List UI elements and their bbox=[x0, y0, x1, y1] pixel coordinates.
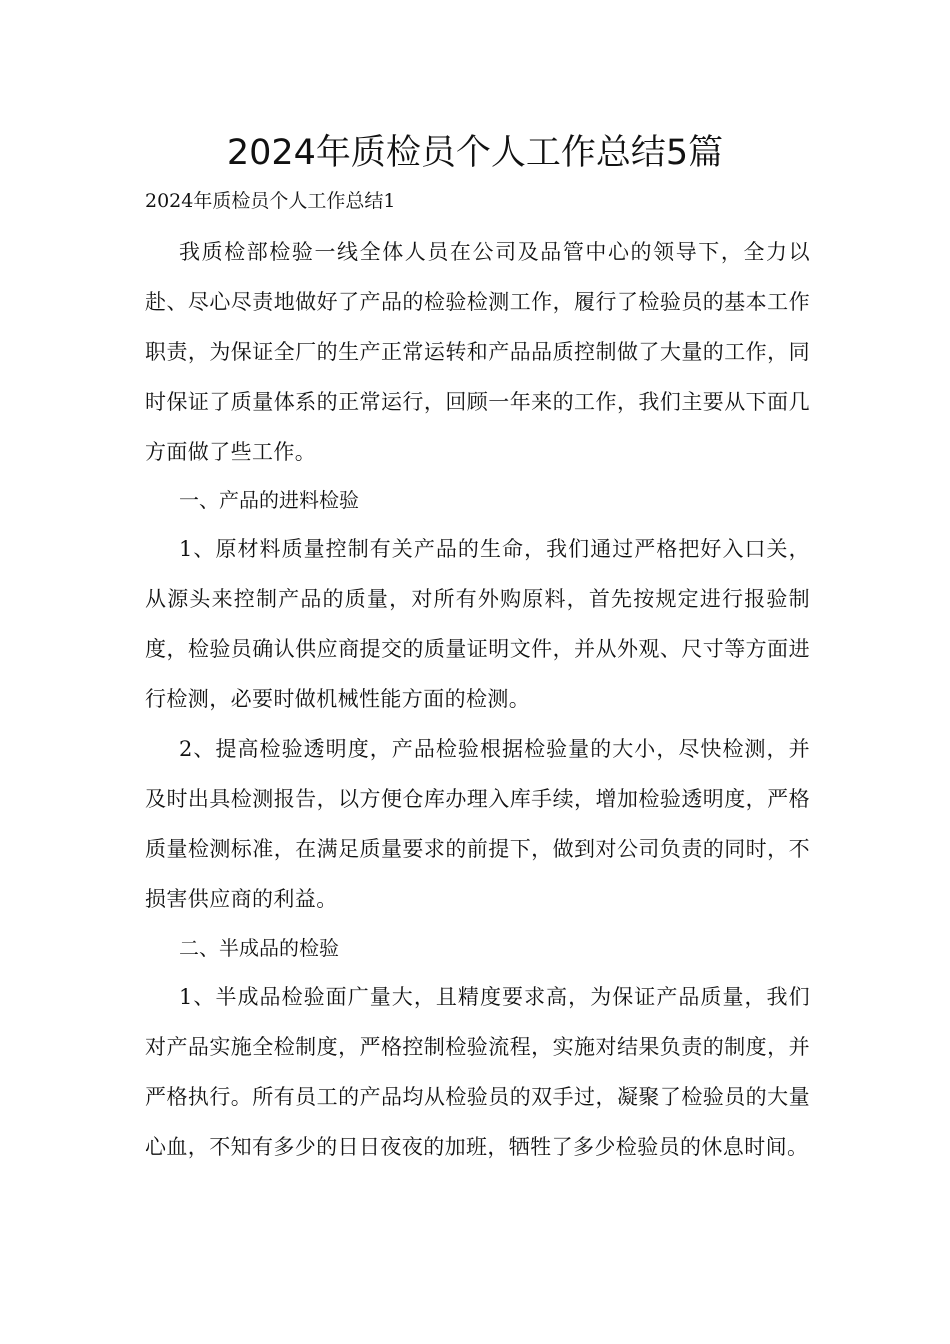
section-heading-incoming-inspection: 一、产品的进料检验 bbox=[179, 488, 359, 512]
section-heading-semi-finished-inspection: 二、半成品的检验 bbox=[179, 936, 339, 960]
paragraph-semi-finished-inspection: 1、半成品检验面广量大，且精度要求高，为保证产品质量，我们对产品实施全检制度，严格控制检验流程，实施对结果负责的制度，并严格执行。所有员工的产品均从检验员的双手过，凝聚了检验员的大量心血，不知有多少的日日夜夜的加班，牺牲了多少检验员的休息时间。 bbox=[145, 985, 810, 1159]
document-title: 2024年质检员个人工作总结5篇 bbox=[226, 133, 724, 173]
paragraph-raw-material-control: 1、原材料质量控制有关产品的生命，我们通过严格把好入口关，从源头来控制产品的质量，对所有外购原料，首先按规定进行报验制度，检验员确认供应商提交的质量证明文件，并从外观、尺寸等方面进行检测，必要时做机械性能方面的检测。 bbox=[145, 537, 810, 711]
paragraph-inspection-transparency: 2、提高检验透明度，产品检验根据检验量的大小，尽快检测，并及时出具检测报告，以方便仓库办理入库手续，增加检验透明度，严格质量检测标准，在满足质量要求的前提下，做到对公司负责的同时，不损害供应商的利益。 bbox=[145, 737, 810, 911]
document-subtitle: 2024年质检员个人工作总结1 bbox=[145, 190, 396, 212]
paragraph-intro: 我质检部检验一线全体人员在公司及品管中心的领导下，全力以赴、尽心尽责地做好了产品的检验检测工作，履行了检验员的基本工作职责，为保证全厂的生产正常运转和产品品质控制做了大量的工作，同时保证了质量体系的正常运行，回顾一年来的工作，我们主要从下面几方面做了些工作。 bbox=[145, 240, 810, 464]
